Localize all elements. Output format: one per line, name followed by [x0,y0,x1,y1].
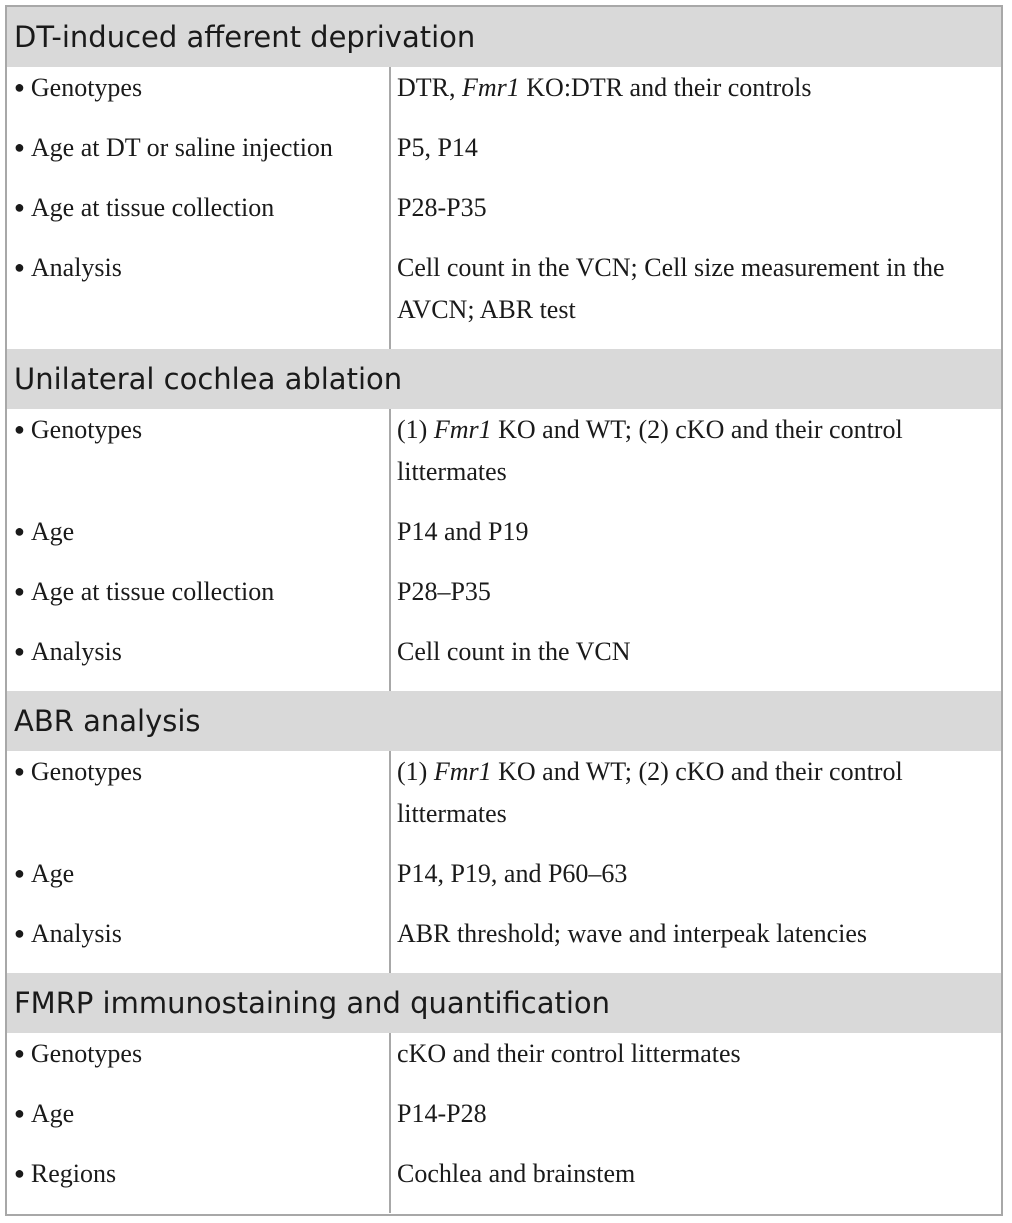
bullet-icon: ● [14,521,25,541]
table-row [7,67,1001,127]
bullet-icon: ● [14,257,25,277]
row-value-cell [391,1153,1001,1213]
row-label: Genotypes [30,757,143,786]
row-value: (1) [397,415,434,444]
row-value-italic: Fmr1 [433,415,492,444]
section-header [7,349,1001,409]
section-title: FMRP immunostaining and quantification [14,986,611,1020]
row-value: P28–P35 [397,577,491,606]
section-title: Unilateral cochlea ablation [14,362,403,396]
row-value-italic: Fmr1 [462,73,520,102]
row-label: Analysis [30,637,122,666]
row-value-cell [391,631,1001,691]
section-title: ABR analysis [14,704,201,738]
row-label-cell [7,913,391,973]
row-value: Cell count in the VCN [397,637,631,666]
row-value-cell [391,511,1001,571]
row-value-cell [391,853,1001,913]
row-value: P14, P19, and P60–63 [397,859,628,888]
row-label-cell [7,751,391,853]
row-label-cell [7,511,391,571]
row-label: Age at tissue collection [30,193,275,222]
section-title: DT-induced afferent deprivation [14,20,476,54]
row-value: P28-P35 [397,193,487,222]
bullet-icon: ● [14,137,25,157]
bullet-icon: ● [14,419,25,439]
row-value: Cell count in the VCN; Cell size measurement in the AVCN; ABR test [397,253,945,324]
row-label: Genotypes [30,415,143,444]
row-label: Analysis [30,919,122,948]
bullet-icon: ● [14,1103,25,1123]
row-value: P5, P14 [397,133,478,162]
row-label-cell [7,409,391,511]
table-row [7,631,1001,691]
row-value-post: KO:DTR and their controls [519,73,812,102]
table-row [7,751,1001,853]
table-row [7,511,1001,571]
row-label-cell [7,571,391,631]
row-value: P14-P28 [397,1099,487,1128]
row-label-cell [7,853,391,913]
bullet-icon: ● [14,1043,25,1063]
row-label: Age at tissue collection [30,577,275,606]
table-row [7,127,1001,187]
table-row [7,1033,1001,1093]
row-label: Age at DT or saline injection [30,133,333,162]
table-row [7,913,1001,973]
row-value: (1) [397,757,434,786]
row-label: Age [30,517,75,546]
row-label-cell [7,631,391,691]
row-value-cell [391,127,1001,187]
row-label-cell [7,1153,391,1213]
row-value-cell [391,67,1001,127]
table-row [7,247,1001,349]
section-header [7,973,1001,1033]
protocol-table [5,5,1003,1216]
row-value-post: KO and WT; (2) cKO and their control littermates [397,757,903,828]
row-value: ABR threshold; wave and interpeak latencies [397,919,868,948]
table-row [7,187,1001,247]
table-row [7,1153,1001,1213]
section-header [7,7,1001,67]
row-value: cKO and their control littermates [397,1039,741,1068]
bullet-icon: ● [14,197,25,217]
row-label-cell [7,1093,391,1153]
row-value-cell [391,409,1001,511]
row-value-cell [391,1093,1001,1153]
row-value-cell [391,187,1001,247]
bullet-icon: ● [14,863,25,883]
bullet-icon: ● [14,761,25,781]
row-label: Regions [30,1159,117,1188]
bullet-icon: ● [14,923,25,943]
table-row [7,409,1001,511]
bullet-icon: ● [14,641,25,661]
row-value-italic: Fmr1 [433,757,492,786]
row-label-cell [7,247,391,349]
row-value-cell [391,751,1001,853]
row-value: P14 and P19 [397,517,529,546]
row-value-cell [391,913,1001,973]
row-value: DTR, [397,73,462,102]
row-label-cell [7,67,391,127]
row-label-cell [7,127,391,187]
table-row [7,853,1001,913]
bullet-icon: ● [14,1163,25,1183]
row-label-cell [7,1033,391,1093]
table-row [7,1093,1001,1153]
row-value-cell [391,571,1001,631]
row-value-post: KO and WT; (2) cKO and their control littermates [397,415,903,486]
table-row [7,571,1001,631]
row-value-cell [391,247,1001,349]
row-label: Age [30,1099,75,1128]
row-value: Cochlea and brainstem [397,1159,636,1188]
row-label: Age [30,859,75,888]
row-label-cell [7,187,391,247]
section-header [7,691,1001,751]
bullet-icon: ● [14,77,25,97]
row-label: Genotypes [30,1039,143,1068]
row-label: Genotypes [30,73,143,102]
row-value-cell [391,1033,1001,1093]
bullet-icon: ● [14,581,25,601]
row-label: Analysis [30,253,122,282]
